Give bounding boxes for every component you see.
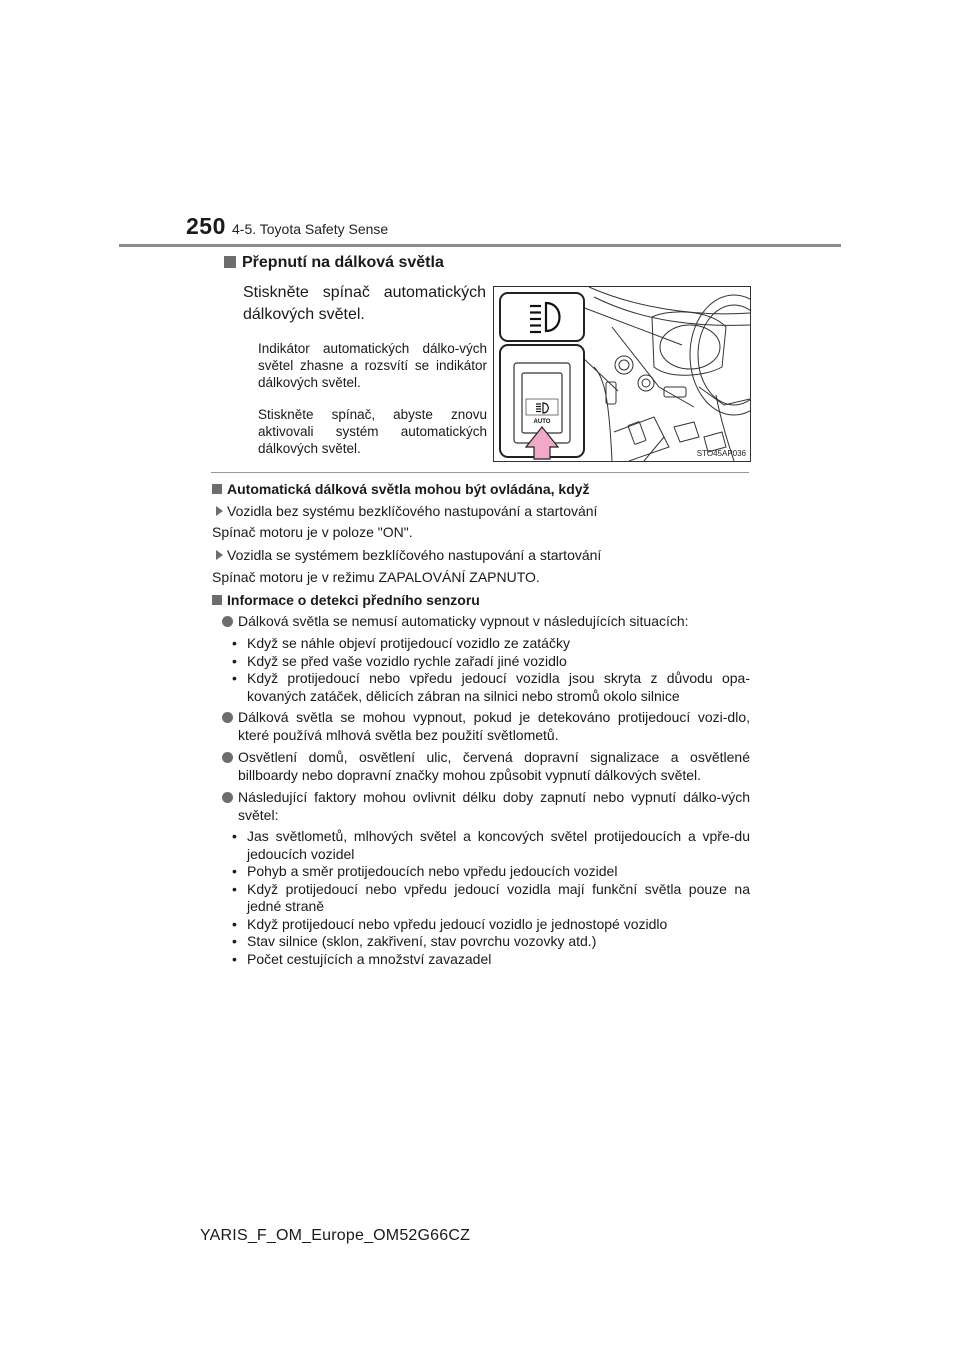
header-rule (119, 244, 841, 247)
document-footer: YARIS_F_OM_Europe_OM52G66CZ (200, 1227, 471, 1244)
square-bullet-icon (212, 484, 222, 494)
section2-point-2 (222, 708, 750, 744)
list-item: • Když protijedoucí nebo vpředu jedoucí vozidla mají funkční světla pouze na jedné straně (232, 881, 750, 916)
item-label: Vozidla bez systému bezklíčového nastupování a startování (227, 503, 598, 519)
list-item: • Počet cestujících a množství zavazadel (232, 951, 750, 969)
point1-bullet-list (232, 635, 750, 705)
figure-code: STO45AP036 (696, 449, 746, 458)
dashboard-drawing (494, 287, 750, 461)
point-text: Dálková světla se mohou vypnout, pokud je detekováno protijedoucí vozi-dlo, které používá mlhová světla bez použití světlometů. (238, 709, 750, 743)
list-item: • Pohyb a směr protijedoucích nebo vpředu jedoucích vozidel (232, 863, 750, 881)
note-2: Stiskněte spínač, abyste znovu aktivovali systém automatických dálkových světel. (258, 407, 487, 456)
list-item: • Když protijedoucí nebo vpředu jedoucí vozidlo je jednostopé vozidlo (232, 916, 750, 934)
list-item: • Jas světlometů, mlhových světel a koncových světel protijedoucích a vpře-du jedoucích vozidel (232, 828, 750, 863)
main-heading (224, 254, 444, 272)
section2-point-4 (222, 788, 750, 824)
section1-item-2-label (216, 546, 756, 564)
note-1: Indikátor automatických dálko-vých světel zhasne a rozsvítí se indikátor dálkových světel. (258, 341, 487, 390)
section1-item-2-text: Spínač motoru je v režimu ZAPALOVÁNÍ ZAPNUTO. (212, 569, 540, 585)
triangle-bullet-icon (216, 550, 223, 560)
section-title: 4-5. Toyota Safety Sense (232, 221, 389, 237)
list-item: • Když protijedoucí nebo vpředu jedoucí vozidla jsou skryta z důvodu opa-kovaných zatáček, dělicích zábran na silnici nebo stromů okolo silnice (232, 670, 750, 705)
point4-bullet-list (232, 828, 750, 968)
point-text: Osvětlení domů, osvětlení ulic, červená dopravní signalizace a osvětlené billboardy nebo dopravní značky mohou způsobit vypnutí dálkových světel. (238, 749, 750, 783)
circle-bullet-icon (222, 712, 233, 723)
page-number: 250 (186, 213, 226, 239)
section2-title-text: Informace o detekci předního senzoru (227, 592, 480, 608)
section-divider (211, 472, 749, 473)
section1-title (212, 480, 752, 498)
dashboard-illustration (493, 286, 751, 462)
triangle-bullet-icon (216, 506, 223, 516)
circle-bullet-icon (222, 616, 233, 627)
list-item: • Když se náhle objeví protijedoucí vozidlo ze zatáčky (232, 635, 750, 653)
point-text: Následující faktory mohou ovlivnit délku doby zapnutí nebo vypnutí dálko-vých světel: (238, 789, 750, 823)
section2-point-1 (222, 612, 750, 630)
item-label: Vozidla se systémem bezklíčového nastupování a startování (227, 547, 602, 563)
auto-switch-label: AUTO (533, 419, 551, 425)
square-bullet-icon (224, 256, 236, 268)
instruction-text: Stiskněte spínač automatických dálkových světel. (243, 284, 486, 323)
list-item: • Když se před vaše vozidlo rychle zařadí jiné vozidlo (232, 653, 750, 671)
main-heading-text: Přepnutí na dálková světla (242, 254, 444, 271)
section1-title-text: Automatická dálková světla mohou být ovládána, když (227, 481, 590, 497)
circle-bullet-icon (222, 792, 233, 803)
section1-item-1-label (216, 502, 756, 520)
section2-title (212, 591, 752, 609)
point-text: Dálková světla se nemusí automaticky vypnout v následujících situacích: (238, 613, 689, 629)
section2-point-3 (222, 748, 750, 784)
square-bullet-icon (212, 595, 222, 605)
section1-item-1-text: Spínač motoru je v poloze "ON". (212, 524, 413, 540)
list-item: • Stav silnice (sklon, zakřivení, stav povrchu vozovky atd.) (232, 933, 750, 951)
circle-bullet-icon (222, 752, 233, 763)
